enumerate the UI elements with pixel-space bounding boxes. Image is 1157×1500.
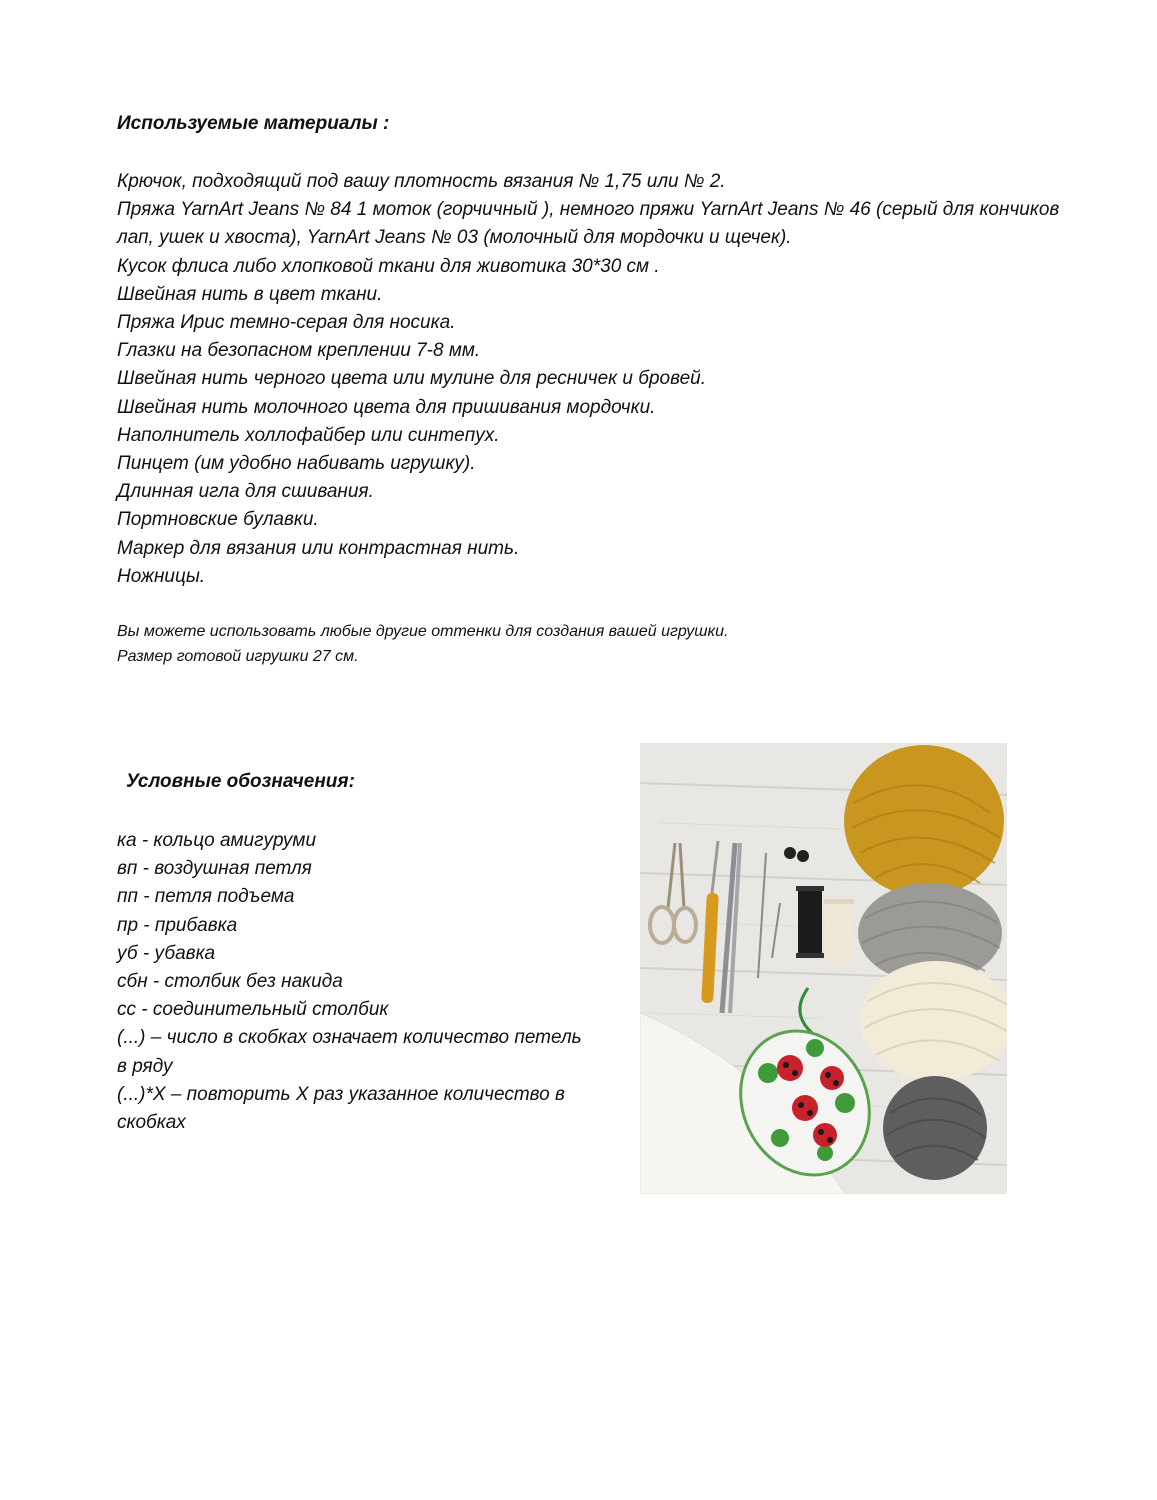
legend-item: сс - соединительный столбик xyxy=(117,999,389,1021)
note-color-shades: Вы можете использовать любые другие оттенки для создания вашей игрушки. xyxy=(117,623,729,640)
legend-item: (...)*X – повторить X раз указанное количество в скобках xyxy=(117,1083,565,1134)
materials-item: Портновские булавки. xyxy=(117,509,319,531)
white-thread-spool xyxy=(824,899,854,967)
legend-item: уб - убавка xyxy=(117,942,216,964)
materials-item: Глазки на безопасном креплении 7-8 мм. xyxy=(117,340,481,362)
legend-list xyxy=(117,827,587,1137)
materials-item: Ножницы. xyxy=(117,565,206,587)
materials-item: Наполнитель холлофайбер или синтепух. xyxy=(117,424,500,446)
materials-item: Маркер для вязания или контрастная нить. xyxy=(117,537,520,559)
materials-item: Крючок, подходящий под вашу плотность вязания № 1,75 или № 2. xyxy=(117,171,726,192)
materials-photo-illustration xyxy=(640,743,1007,1194)
note-toy-size: Размер готовой игрушки 27 см. xyxy=(117,648,359,665)
legend-item: пп - петля подъема xyxy=(117,886,295,908)
materials-item: Пряжа YarnArt Jeans № 84 1 моток (горчичный ), немного пряжи YarnArt Jeans № 46 (серый для кончиков лап, ушек и хвоста), YarnArt Jeans № 03 (молочный для мордочки и щечек). xyxy=(117,199,1060,249)
notes xyxy=(117,619,1017,669)
dark-gray-yarn-ball xyxy=(883,1076,987,1180)
safety-eye-icon xyxy=(797,850,809,862)
materials-item: Швейная нить черного цвета или мулине для ресничек и бровей. xyxy=(117,368,706,390)
black-thread-spool xyxy=(796,886,824,958)
materials-item: Длинная игла для сшивания. xyxy=(117,481,374,503)
materials-photo xyxy=(640,743,1007,1194)
materials-list xyxy=(117,168,1097,591)
mustard-yarn-ball xyxy=(844,745,1004,897)
materials-item: Пряжа Ирис темно-серая для носика. xyxy=(117,312,456,334)
legend-item: вп - воздушная петля xyxy=(117,858,312,880)
materials-item: Пинцет (им удобно набивать игрушку). xyxy=(117,453,476,475)
legend-item: (...) – число в скобках означает количество петель в ряду xyxy=(117,1027,582,1077)
cream-yarn-ball xyxy=(860,961,1007,1081)
materials-item: Кусок флиса либо хлопковой ткани для животика 30*30 см . xyxy=(117,255,660,277)
materials-item: Швейная нить молочного цвета для пришивания мордочки. xyxy=(117,396,656,418)
materials-heading: Используемые материалы : xyxy=(117,113,390,134)
legend-item: ка - кольцо амигуруми xyxy=(117,830,317,851)
legend-heading: Условные обозначения: xyxy=(126,771,355,792)
materials-item: Швейная нить в цвет ткани. xyxy=(117,283,383,305)
legend-item: пр - прибавка xyxy=(117,914,238,936)
legend-item: сбн - столбик без накида xyxy=(117,971,343,993)
safety-eye-icon xyxy=(784,847,796,859)
